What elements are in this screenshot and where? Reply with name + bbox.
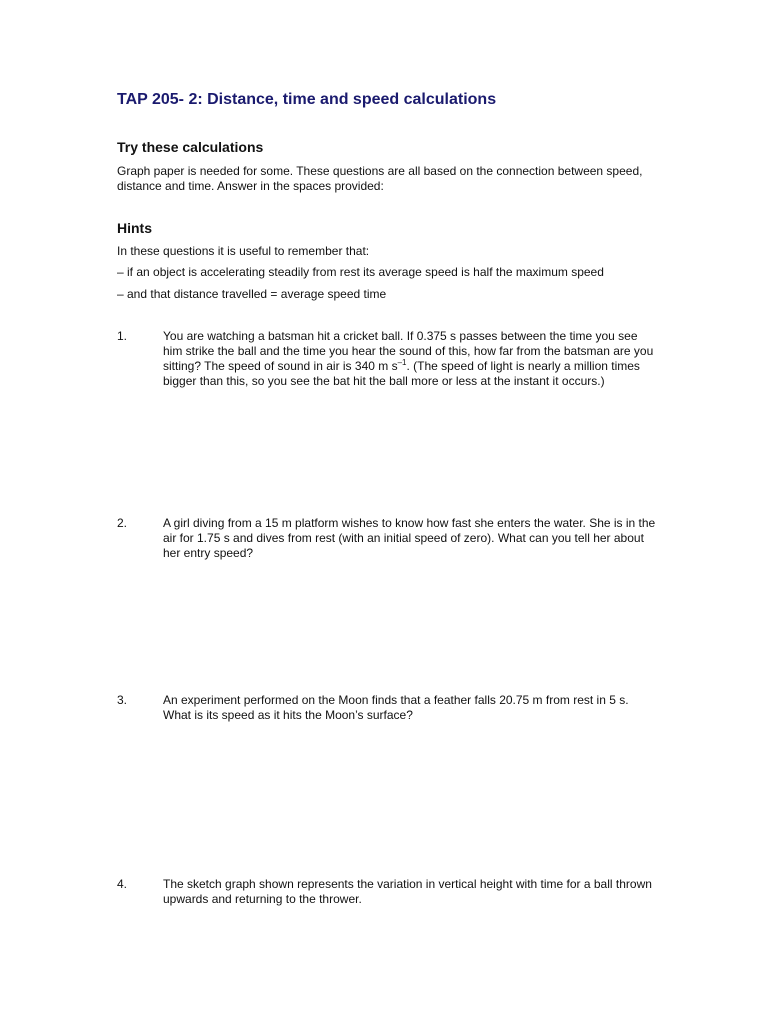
hint-line: – if an object is accelerating steadily from rest its average speed is half the maximum speed bbox=[117, 265, 604, 279]
hints-heading: Hints bbox=[117, 220, 152, 236]
page-title: TAP 205- 2: Distance, time and speed calculations bbox=[117, 91, 497, 108]
question-text: A girl diving from a 15 m platform wishes to know how fast she enters the water. She is in the air for 1.75 s and dives from rest (with an initial speed of zero). What can you tell her about her entry speed? bbox=[163, 516, 656, 560]
try-calculations-heading: Try these calculations bbox=[117, 139, 264, 155]
question-text bbox=[163, 329, 657, 389]
intro-paragraph: Graph paper is needed for some. These questions are all based on the connection between speed, distance and time. Answer in the spaces provided: bbox=[117, 164, 643, 193]
hint-line: – and that distance travelled = average speed time bbox=[117, 287, 387, 301]
question-number: 3. bbox=[117, 693, 128, 707]
question-text-part: . (The speed of light is nearly a million times bigger than this, so you see the bat hit the ball more or less at the instant it occurs.) bbox=[163, 359, 640, 388]
question-text-part: You are watching a batsman hit a cricket ball. If 0.375 s passes between the time you see him strike the ball and the time you hear the sound of this, how far from the batsman are you sitting? The speed of sound in air is 340 m s bbox=[163, 329, 654, 373]
unit-superscript: –1 bbox=[397, 358, 407, 367]
question-number: 2. bbox=[117, 516, 128, 530]
hint-line: In these questions it is useful to remember that: bbox=[117, 244, 370, 258]
question-number: 4. bbox=[117, 877, 128, 891]
question-text: The sketch graph shown represents the variation in vertical height with time for a ball thrown upwards and returning to the thrower. bbox=[163, 877, 652, 906]
question-number: 1. bbox=[117, 329, 128, 343]
question-text: An experiment performed on the Moon finds that a feather falls 20.75 m from rest in 5 s. What is its speed as it hits the Moon’s surface? bbox=[163, 693, 629, 722]
